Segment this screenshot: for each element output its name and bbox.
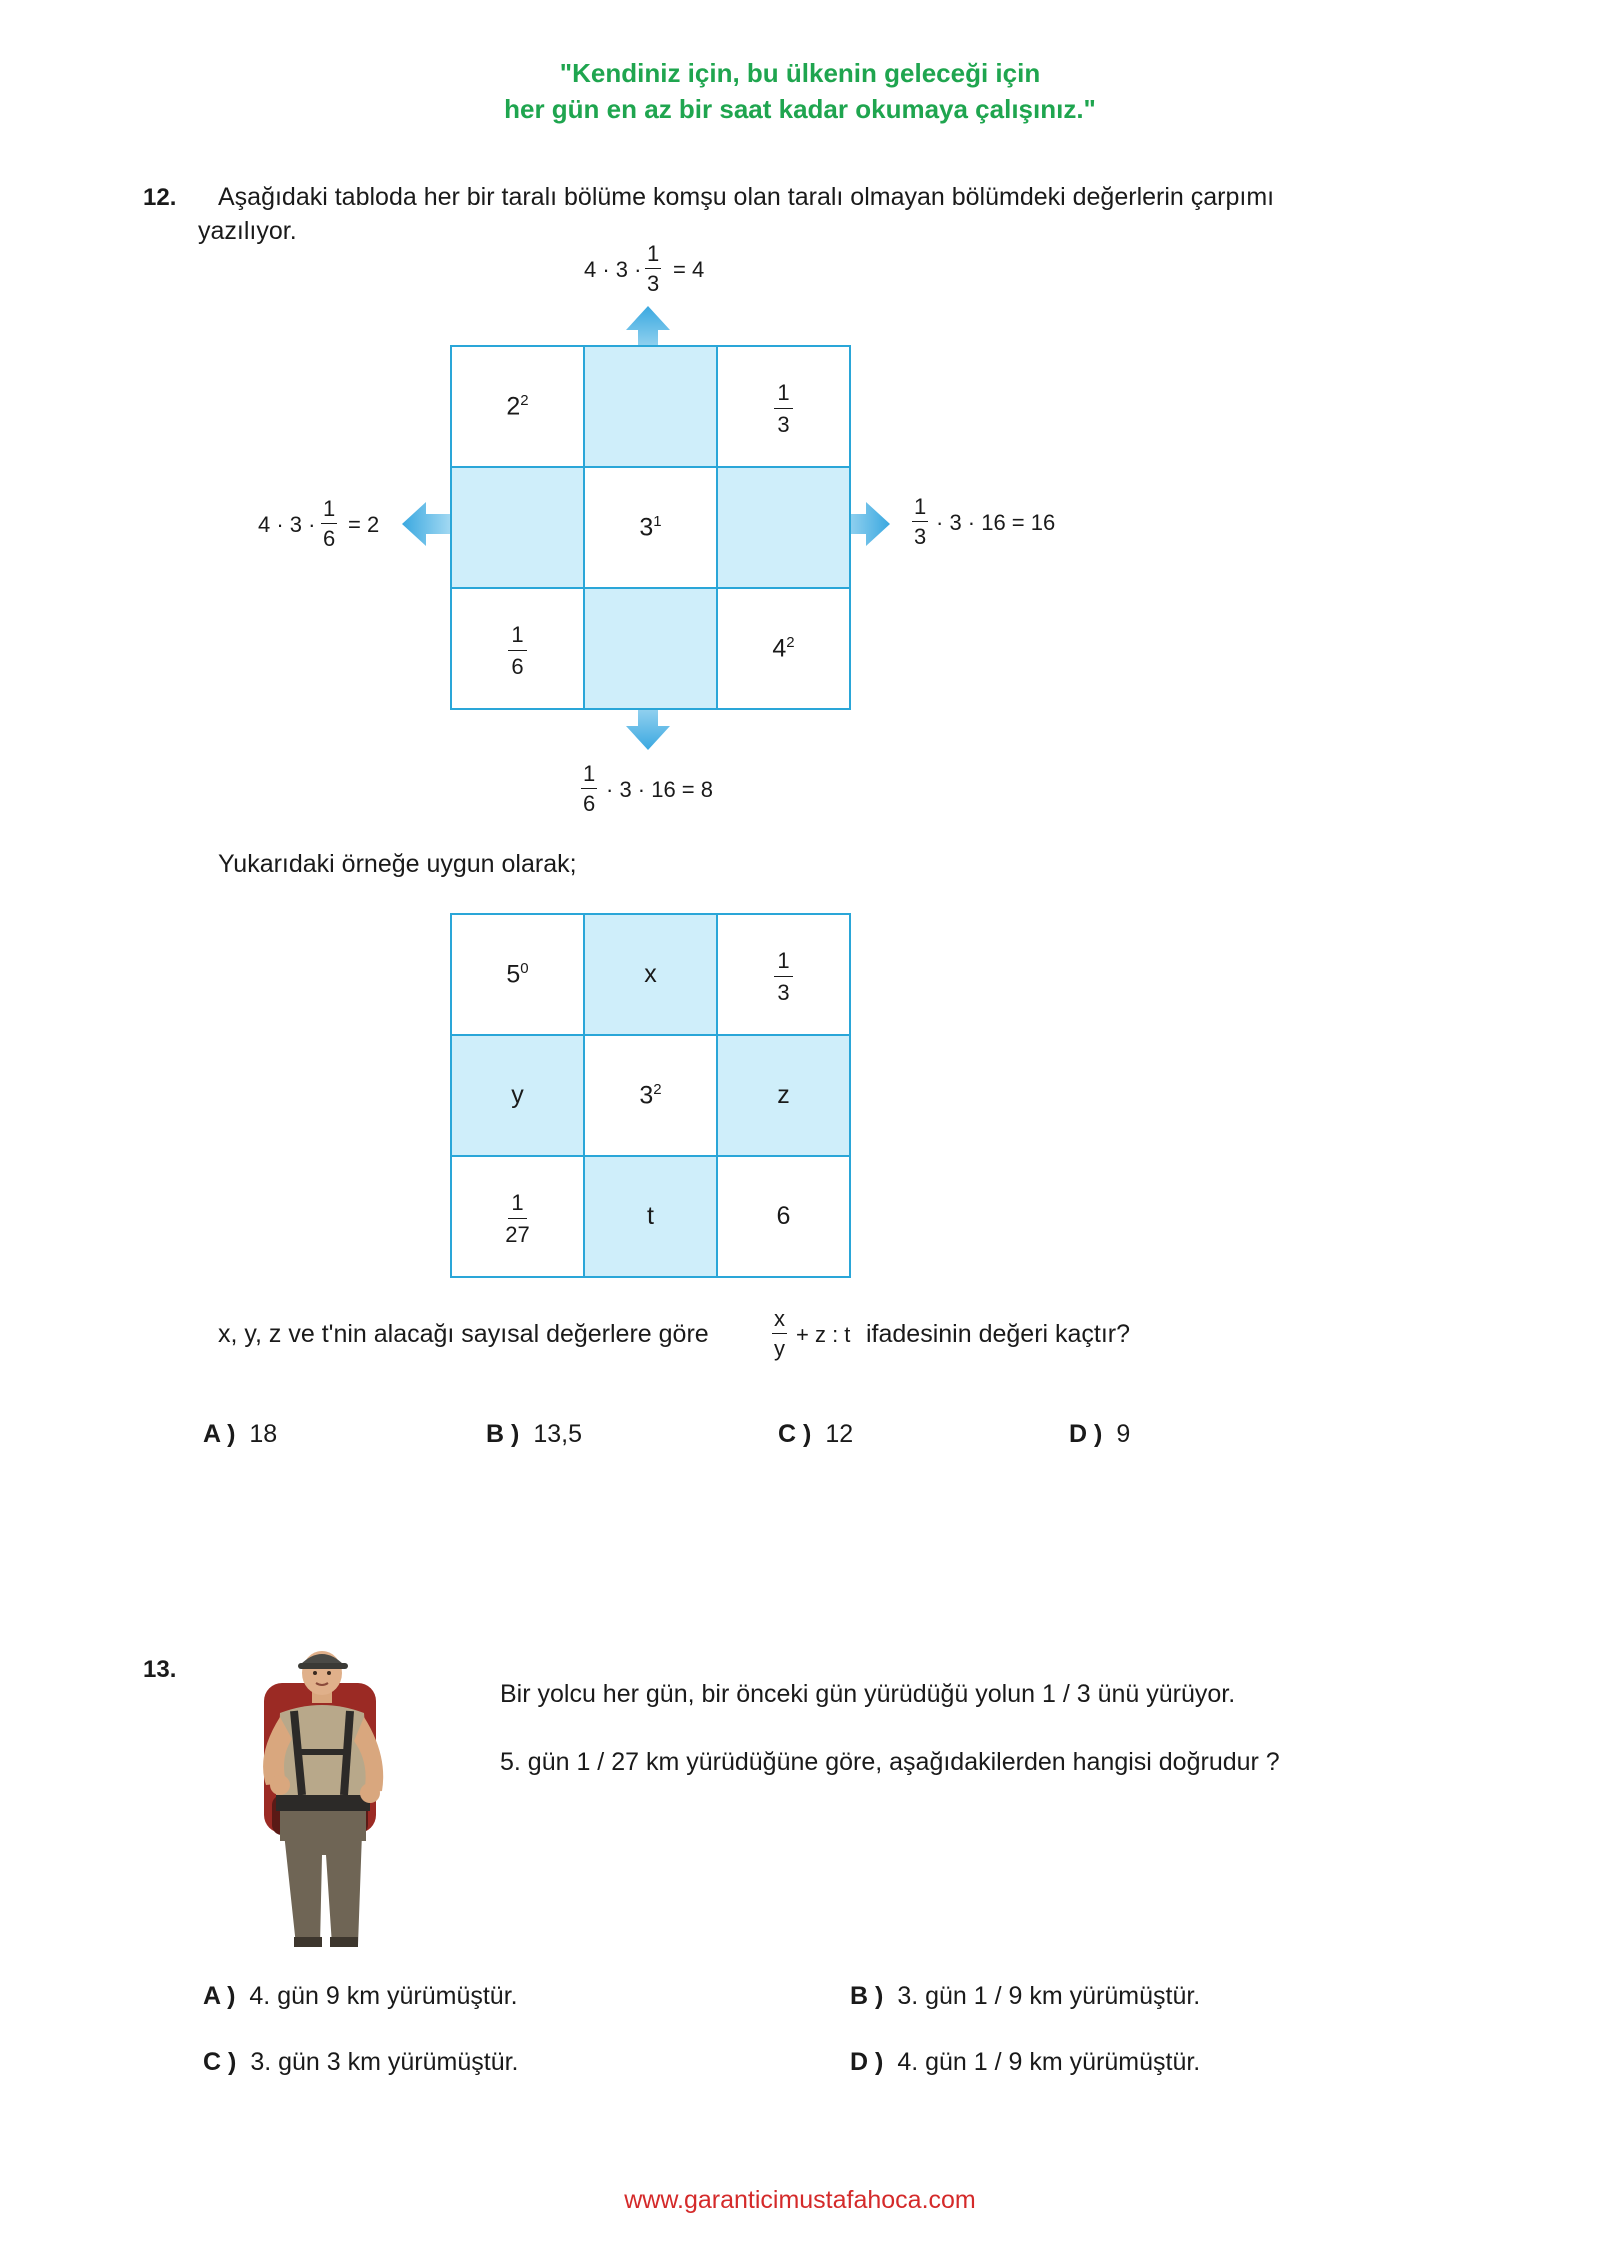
q13-option-a[interactable]: A ) 4. gün 9 km yürümüştür. <box>203 1982 518 2010</box>
q13-option-d[interactable]: D ) 4. gün 1 / 9 km yürümüştür. <box>850 2048 1201 2076</box>
question-13-text-line-2: 5. gün 1 / 27 km yürüdüğüne göre, aşağıdakilerden hangisi doğrudur ? <box>500 1748 1280 1776</box>
question-13-text-line-1: Bir yolcu her gün, bir önceki gün yürüdüğü yolun 1 / 3 ünü yürüyor. <box>500 1680 1236 1708</box>
q13-option-b[interactable]: B ) 3. gün 1 / 9 km yürümüştür. <box>850 1982 1201 2010</box>
problem-cell-r2c2: $3^2$ <box>584 1035 717 1156</box>
expression-fraction: $\frac{x}{y}$ <box>774 1306 785 1361</box>
problem-grid <box>450 913 851 1278</box>
question-12-text-line-1: Aşağıdaki tabloda her bir taralı bölüme komşu olan taralı olmayan bölümdeki değerlerin çarpımı <box>218 183 1275 211</box>
problem-cell-r1c3: $\frac{1}{3}$ <box>717 914 850 1035</box>
problem-cell-r1c1: $5^0$ <box>451 914 584 1035</box>
example-cell-r2c2: $3^1$ <box>584 467 717 588</box>
fraction: $\frac{1}{6}$ <box>583 761 596 816</box>
problem-cell-r3c3: 6 <box>717 1156 850 1277</box>
question-13-number: 13. <box>143 1656 177 1683</box>
example-cell-r1c1: $2^2$ <box>451 346 584 467</box>
question-12-instruction: Yukarıdaki örneğe uygun olarak; <box>218 850 577 878</box>
problem-cell-r3c1: $\frac{1}{27}$ <box>451 1156 584 1277</box>
motto-line-2: her gün en az bir saat kadar okumaya çalışınız." <box>504 94 1096 124</box>
problem-cell-z: z <box>717 1035 850 1156</box>
example-cell-r1c3: $\frac{1}{3}$ <box>717 346 850 467</box>
fraction: $\frac{1}{6}$ <box>323 496 336 551</box>
example-cell-r3c1: $\frac{1}{6}$ <box>451 588 584 709</box>
expression-rest: + z : t <box>796 1322 851 1347</box>
example-cell-r1c2-shaded <box>584 346 717 467</box>
q12-option-c[interactable]: C ) 12 <box>778 1420 854 1448</box>
question-12-prompt-post: ifadesinin değeri kaçtır? <box>866 1320 1131 1348</box>
question-12-prompt-pre: x, y, z ve t'nin alacağı sayısal değerlere göre <box>218 1320 709 1348</box>
problem-cell-x: x <box>584 914 717 1035</box>
example-cell-r2c3-shaded <box>717 467 850 588</box>
question-12-text-line-2: yazılıyor. <box>198 217 297 245</box>
q12-option-a[interactable]: A ) 18 <box>203 1420 278 1448</box>
q12-option-b[interactable]: B ) 13,5 <box>486 1420 582 1448</box>
problem-cell-t: t <box>584 1156 717 1277</box>
footer-website-link[interactable]: www.garanticimustafahoca.com <box>624 2186 976 2214</box>
question-12-number: 12. <box>143 184 177 211</box>
example-grid <box>450 345 851 710</box>
q13-option-c[interactable]: C ) 3. gün 3 km yürümüştür. <box>203 2048 519 2076</box>
fraction: $\frac{1}{3}$ <box>647 241 660 296</box>
problem-cell-y: y <box>451 1035 584 1156</box>
example-cell-r3c3: $4^2$ <box>717 588 850 709</box>
hiker-image <box>236 1645 406 1950</box>
example-cell-r3c2-shaded <box>584 588 717 709</box>
q12-option-d[interactable]: D ) 9 <box>1069 1420 1131 1448</box>
example-cell-r2c1-shaded <box>451 467 584 588</box>
motto-line-1: "Kendiniz için, bu ülkenin geleceği için <box>559 58 1041 88</box>
fraction: $\frac{1}{3}$ <box>914 494 927 549</box>
